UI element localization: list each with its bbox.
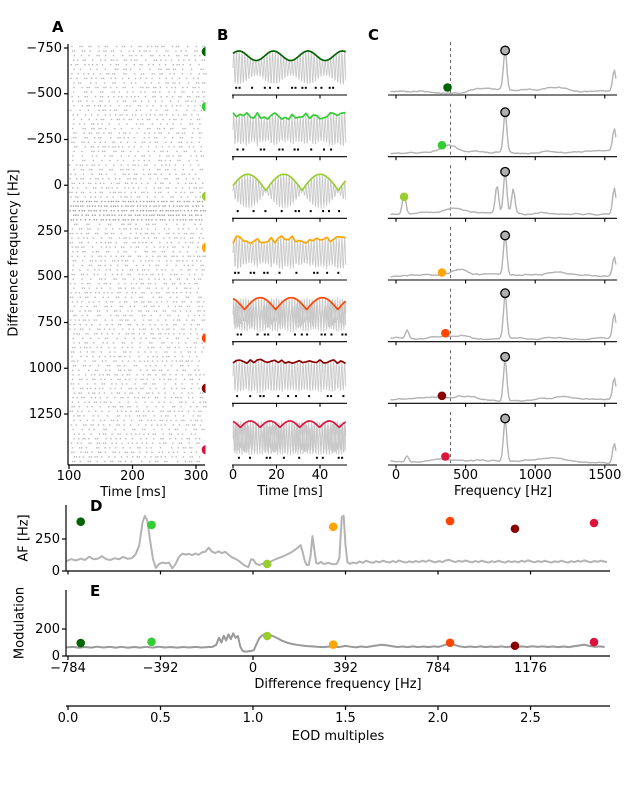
panel-c-xtick: 1000 <box>518 468 552 483</box>
panel-e-xtick: −784 <box>50 661 86 676</box>
panel-e-xtick: 392 <box>333 661 358 676</box>
panel-e-xtick: 0 <box>248 661 258 676</box>
panel-a-ytick: 500 <box>37 269 62 285</box>
eod-axis-xtick: 2.5 <box>520 711 541 726</box>
panel-a-letter: A <box>52 18 64 36</box>
panel-b-xtick: 0 <box>228 468 238 483</box>
panel-e-xtick: 1176 <box>513 661 548 676</box>
panel-c-xtick: 0 <box>391 468 401 483</box>
panel-d-ytick: 0 <box>51 563 60 579</box>
panel-a-ytick: 750 <box>37 315 62 330</box>
panel-a-ytick: −250 <box>26 132 62 147</box>
panel-e-ytick: 200 <box>35 621 60 637</box>
panel-e-xtick: −392 <box>142 661 179 676</box>
panel-b-xtick: 40 <box>311 468 329 483</box>
eod-axis-xlabel: EOD multiples <box>291 729 385 744</box>
panel-a-ytick: 0 <box>53 177 62 193</box>
panel-e-xtick: 784 <box>425 661 451 676</box>
panel-a-ylabel: Difference frequency [Hz] <box>6 169 22 337</box>
panel-a-xtick: 200 <box>120 469 145 484</box>
eod-axis-xtick: 2.0 <box>427 711 449 726</box>
panel-a-xtick: 100 <box>56 469 82 484</box>
panel-e-ylabel: Modulation <box>12 586 28 660</box>
panel-e-xlabel: Difference frequency [Hz] <box>254 677 422 692</box>
panel-c-letter: C <box>368 26 380 44</box>
panel-d-ylabel: AF [Hz] <box>16 514 32 562</box>
eod-axis-xtick: 1.0 <box>242 711 264 726</box>
panel-b-xtick: 20 <box>268 468 285 483</box>
eod-axis-xtick: 1.5 <box>335 711 356 726</box>
eod-axis-xtick: 0.0 <box>57 711 79 726</box>
panel-e-ytick: 0 <box>51 648 60 664</box>
panel-a-ytick: 250 <box>37 223 62 239</box>
panel-a-xtick: 300 <box>183 469 209 484</box>
panel-c-xtick: 1500 <box>588 468 622 483</box>
panel-a-xlabel: Time [ms] <box>100 485 166 500</box>
panel-a-ytick: −500 <box>26 86 62 102</box>
eod-axis-xtick: 0.5 <box>150 711 171 726</box>
panel-c-xtick: 500 <box>453 468 479 483</box>
panel-d-letter: D <box>90 497 103 515</box>
panel-a-ytick: 1250 <box>28 406 62 422</box>
panel-d-ytick: 250 <box>35 531 60 547</box>
panel-c-xlabel: Frequency [Hz] <box>453 484 553 499</box>
panel-a-ytick: −750 <box>26 40 62 56</box>
panel-b-letter: B <box>217 26 229 44</box>
panel-e-letter: E <box>90 582 101 600</box>
panel-a-ytick: 1000 <box>28 360 62 376</box>
panel-b-xlabel: Time [ms] <box>257 484 323 499</box>
